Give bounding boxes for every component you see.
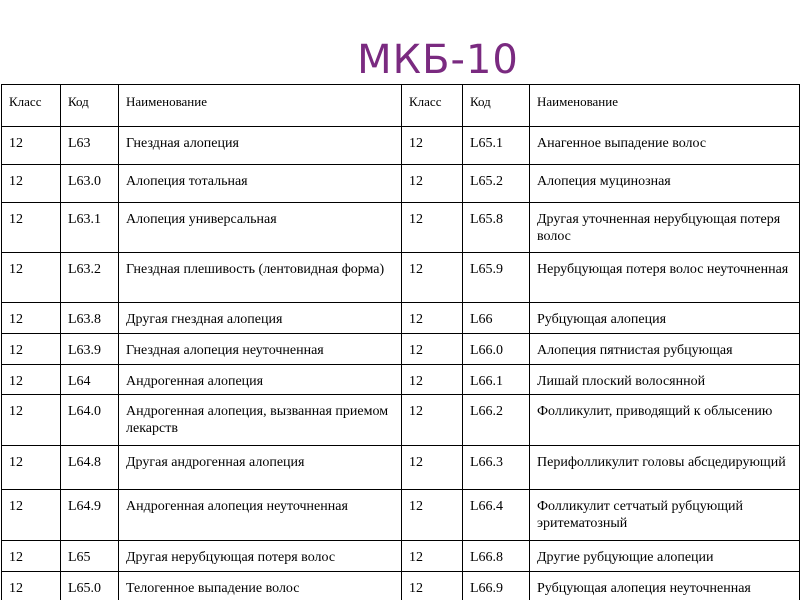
class-cell: 12 bbox=[2, 395, 61, 446]
table-row bbox=[2, 541, 800, 572]
header-class-left: Класс bbox=[2, 85, 61, 127]
header-code-right: Код bbox=[463, 85, 530, 127]
class-cell: 12 bbox=[2, 572, 61, 600]
class-cell: 12 bbox=[2, 490, 61, 541]
code-cell: L63.0 bbox=[61, 165, 119, 203]
name-cell: Другая гнездная алопеция bbox=[119, 303, 402, 334]
slide-title: МКБ-10 bbox=[357, 37, 519, 83]
code-cell: L66 bbox=[463, 303, 530, 334]
class-cell: 12 bbox=[2, 334, 61, 365]
name-cell: Алопеция универсальная bbox=[119, 203, 402, 253]
class-cell: 12 bbox=[402, 365, 463, 395]
name-cell: Другая андрогенная алопеция bbox=[119, 446, 402, 490]
code-cell: L65 bbox=[61, 541, 119, 572]
table-row bbox=[2, 334, 800, 365]
code-cell: L66.4 bbox=[463, 490, 530, 541]
class-cell: 12 bbox=[402, 165, 463, 203]
code-cell: L65.2 bbox=[463, 165, 530, 203]
class-cell: 12 bbox=[402, 203, 463, 253]
name-cell: Гнездная плешивость (лентовидная форма) bbox=[119, 253, 402, 303]
table-row bbox=[2, 127, 800, 165]
table-row bbox=[2, 490, 800, 541]
class-cell: 12 bbox=[2, 165, 61, 203]
table-header-row bbox=[2, 85, 800, 127]
header-class-right: Класс bbox=[402, 85, 463, 127]
class-cell: 12 bbox=[2, 541, 61, 572]
name-cell: Алопеция тотальная bbox=[119, 165, 402, 203]
header-code-left: Код bbox=[61, 85, 119, 127]
name-cell: Нерубцующая потеря волос неуточненная bbox=[530, 253, 800, 303]
name-cell: Другая уточненная нерубцующая потеря волос bbox=[530, 203, 800, 253]
class-cell: 12 bbox=[2, 253, 61, 303]
class-cell: 12 bbox=[402, 446, 463, 490]
icd-table bbox=[1, 84, 800, 600]
code-cell: L65.9 bbox=[463, 253, 530, 303]
table-row bbox=[2, 365, 800, 395]
code-cell: L63.1 bbox=[61, 203, 119, 253]
name-cell: Лишай плоский волосянной bbox=[530, 365, 800, 395]
name-cell: Алопеция пятнистая рубцующая bbox=[530, 334, 800, 365]
table-row bbox=[2, 395, 800, 446]
class-cell: 12 bbox=[402, 303, 463, 334]
code-cell: L65.0 bbox=[61, 572, 119, 600]
class-cell: 12 bbox=[402, 541, 463, 572]
code-cell: L66.8 bbox=[463, 541, 530, 572]
code-cell: L65.1 bbox=[463, 127, 530, 165]
class-cell: 12 bbox=[2, 446, 61, 490]
header-name-left: Наименование bbox=[119, 85, 402, 127]
table-row bbox=[2, 572, 800, 600]
name-cell: Фолликулит, приводящий к облысению bbox=[530, 395, 800, 446]
class-cell: 12 bbox=[402, 572, 463, 600]
table-row bbox=[2, 165, 800, 203]
name-cell: Алопеция муцинозная bbox=[530, 165, 800, 203]
class-cell: 12 bbox=[402, 253, 463, 303]
class-cell: 12 bbox=[402, 334, 463, 365]
name-cell: Гнездная алопеция bbox=[119, 127, 402, 165]
table-row bbox=[2, 203, 800, 253]
name-cell: Другая нерубцующая потеря волос bbox=[119, 541, 402, 572]
code-cell: L65.8 bbox=[463, 203, 530, 253]
table-row bbox=[2, 253, 800, 303]
name-cell: Андрогенная алопеция bbox=[119, 365, 402, 395]
class-cell: 12 bbox=[2, 203, 61, 253]
name-cell: Фолликулит сетчатый рубцующий эритематозный bbox=[530, 490, 800, 541]
code-cell: L64.9 bbox=[61, 490, 119, 541]
code-cell: L64 bbox=[61, 365, 119, 395]
code-cell: L63 bbox=[61, 127, 119, 165]
name-cell: Рубцующая алопеция bbox=[530, 303, 800, 334]
table-body bbox=[2, 127, 800, 600]
class-cell: 12 bbox=[2, 127, 61, 165]
name-cell: Телогенное выпадение волос bbox=[119, 572, 402, 600]
code-cell: L66.3 bbox=[463, 446, 530, 490]
class-cell: 12 bbox=[402, 127, 463, 165]
code-cell: L64.8 bbox=[61, 446, 119, 490]
class-cell: 12 bbox=[2, 365, 61, 395]
name-cell: Андрогенная алопеция, вызванная приемом лекарств bbox=[119, 395, 402, 446]
name-cell: Перифолликулит головы абсцедирующий bbox=[530, 446, 800, 490]
code-cell: L66.2 bbox=[463, 395, 530, 446]
code-cell: L63.8 bbox=[61, 303, 119, 334]
class-cell: 12 bbox=[402, 490, 463, 541]
header-name-right: Наименование bbox=[530, 85, 800, 127]
class-cell: 12 bbox=[2, 303, 61, 334]
name-cell: Анагенное выпадение волос bbox=[530, 127, 800, 165]
class-cell: 12 bbox=[402, 395, 463, 446]
code-cell: L66.0 bbox=[463, 334, 530, 365]
name-cell: Другие рубцующие алопеции bbox=[530, 541, 800, 572]
code-cell: L66.9 bbox=[463, 572, 530, 600]
code-cell: L63.9 bbox=[61, 334, 119, 365]
code-cell: L66.1 bbox=[463, 365, 530, 395]
code-cell: L64.0 bbox=[61, 395, 119, 446]
name-cell: Гнездная алопеция неуточненная bbox=[119, 334, 402, 365]
name-cell: Рубцующая алопеция неуточненная bbox=[530, 572, 800, 600]
name-cell: Андрогенная алопеция неуточненная bbox=[119, 490, 402, 541]
table-row bbox=[2, 303, 800, 334]
code-cell: L63.2 bbox=[61, 253, 119, 303]
table-row bbox=[2, 446, 800, 490]
